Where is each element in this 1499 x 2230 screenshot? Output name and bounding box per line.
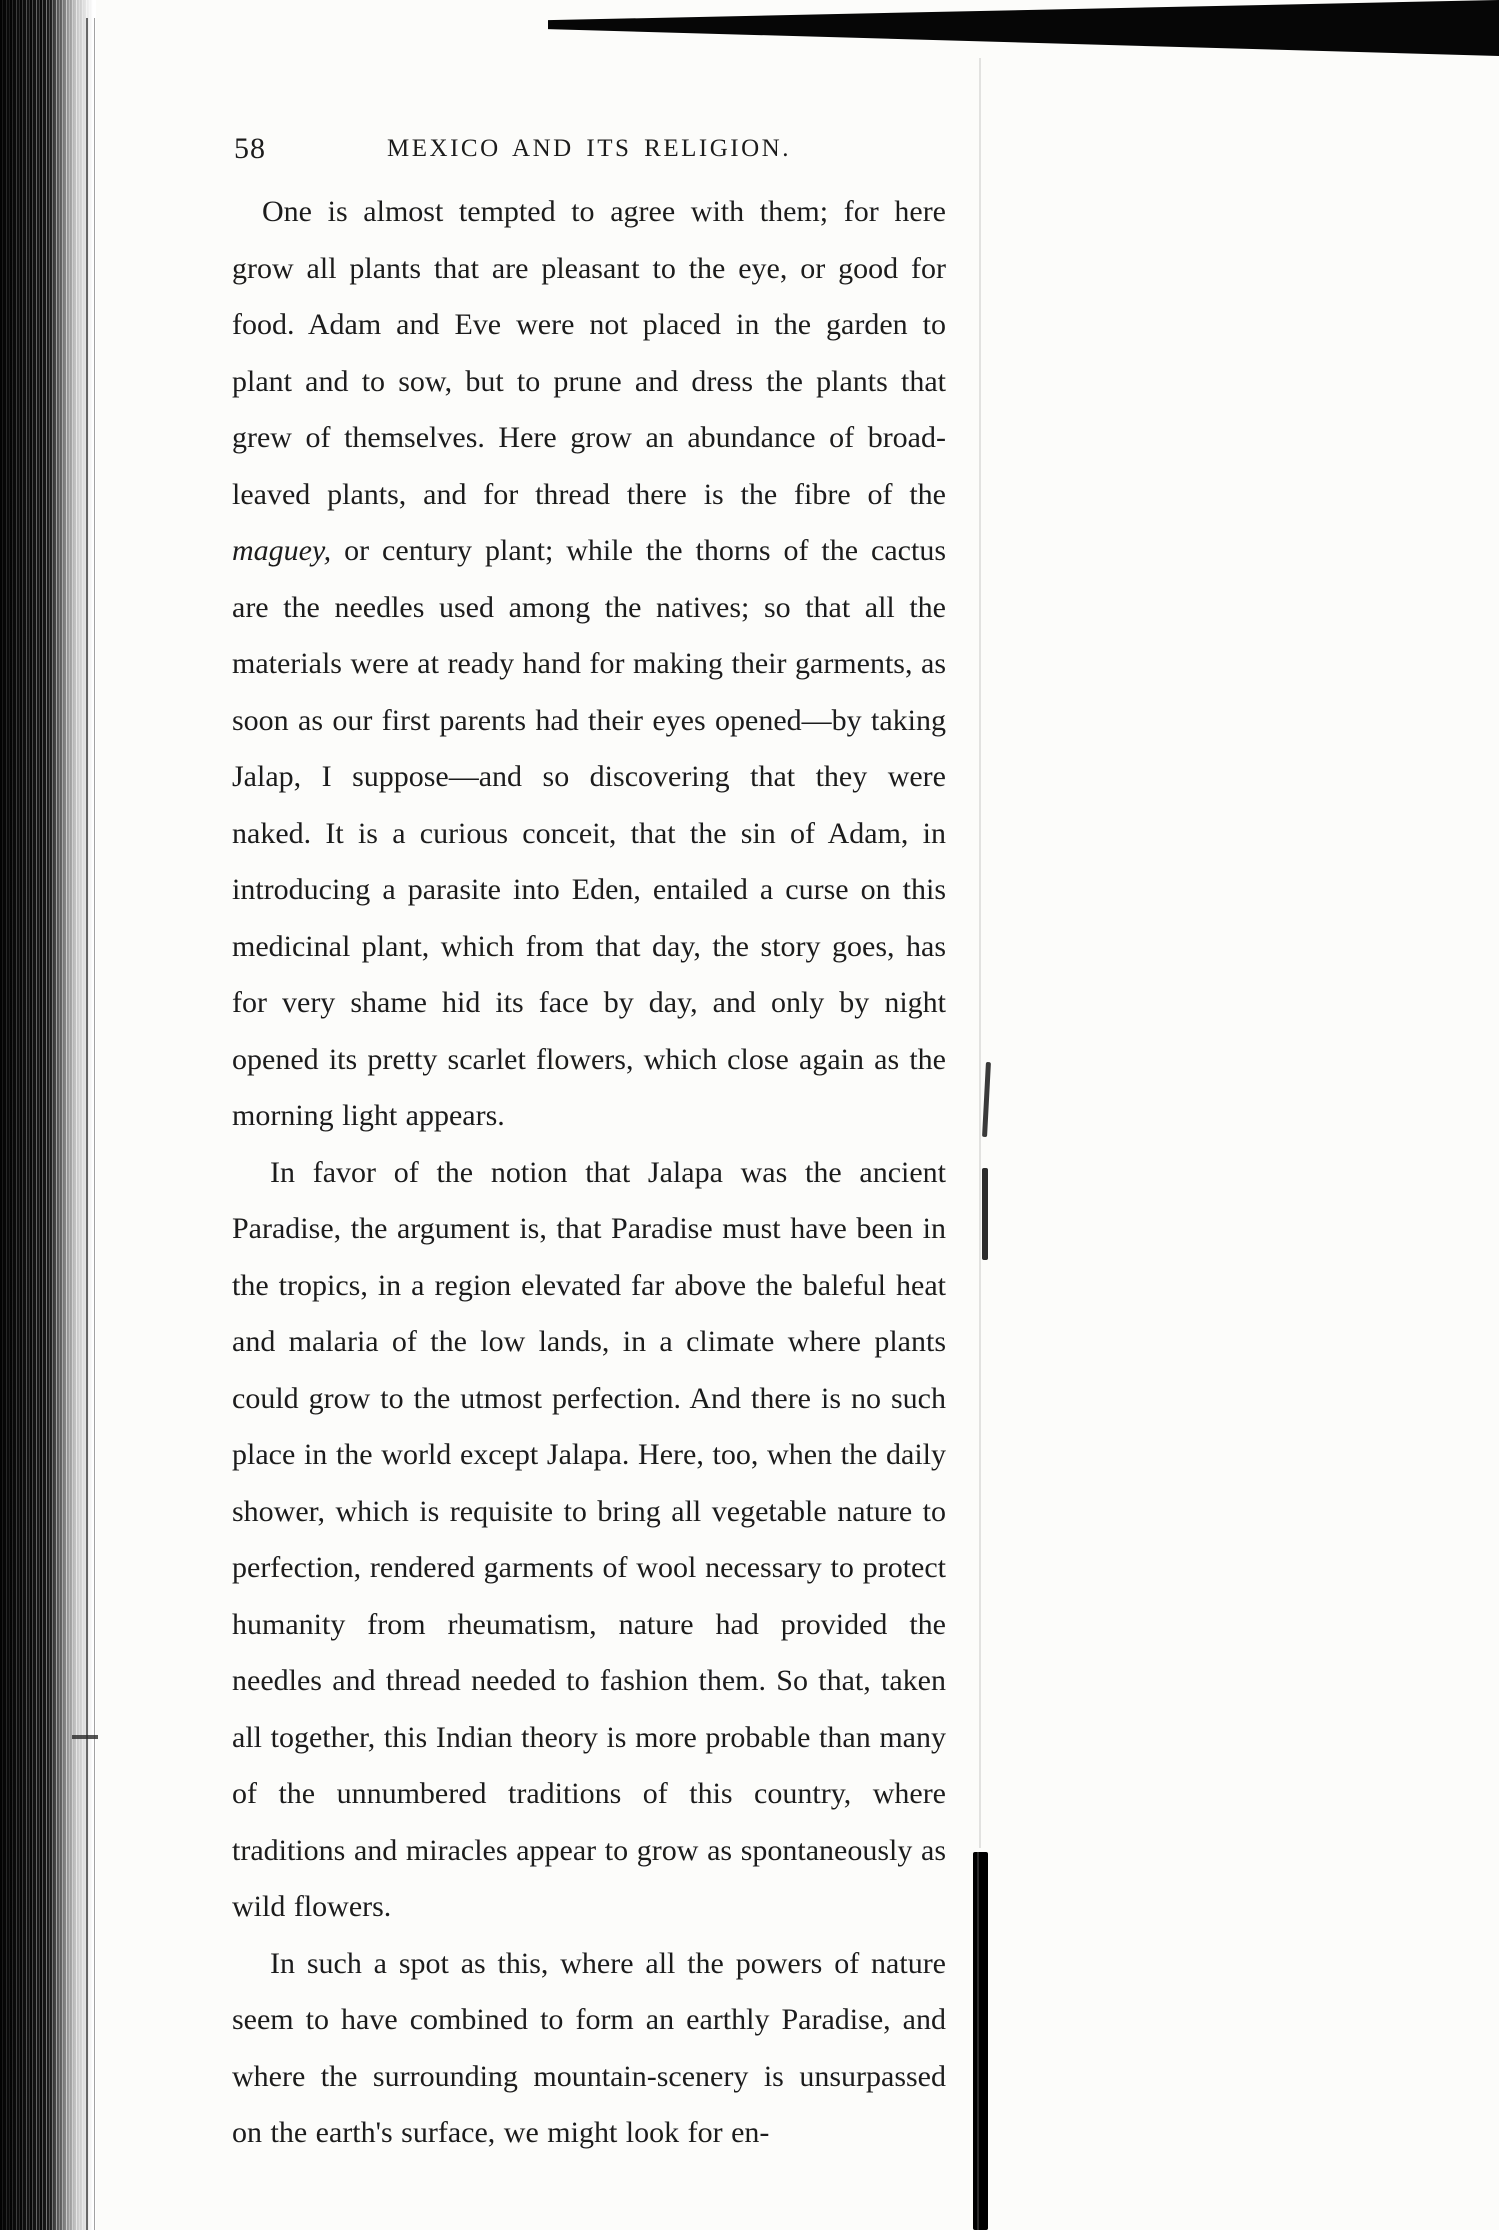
page-text [232, 130, 946, 2162]
page-edge-line [979, 58, 981, 1848]
scan-artifact-mark [982, 1168, 988, 1260]
scan-artifact-mark [982, 1062, 991, 1137]
page-header-title: MEXICO AND ITS RELIGION. [387, 135, 791, 162]
page-crease-line [94, 18, 95, 2230]
paragraph: In favor of the notion that Jalapa was the ancient Paradise, the argument is, that Paradise must have been in the tropics, in a region elevated far above the baleful heat and malaria of the low lands, in a climate where plants could grow to the utmost perfection. And there is no such place in the world except Jalapa. Here, too, when the daily shower, which is requisite to bring all vegetable nature to perfection, rendered garments of wool necessary to protect humanity from rheumatism, nature had provided the needles and thread needed to fashion them. So that, taken all together, this Indian theory is more probable than many of the unnumbered traditions of this country, where traditions and miracles appear to grow as spontaneously as wild flowers. [232, 1155, 946, 1923]
margin-mark [72, 1735, 98, 1739]
paragraph-text: or century plant; while the thorns of the cactus are the needles used among the natives; so that all the materials were at ready hand for making their garments, as soon as our first parents had their eyes opened—by taking Jalap, I suppose—and so discovering that they were naked. It is a curious conceit, that the sin of Adam, in introducing a parasite into Eden, entailed a curse on this medicinal plant, which from that day, the story goes, has for very shame hid its face by day, and only by night opened its pretty scarlet flowers, which close again as the morning light appears. [232, 534, 946, 1132]
paragraph [232, 184, 946, 1145]
book-binding-shadow [0, 0, 96, 2230]
running-header [232, 130, 946, 172]
page-number: 58 [234, 132, 266, 165]
page-curl-shadow [548, 0, 1499, 56]
page-crease-line [86, 18, 88, 2230]
paragraph: In such a spot as this, where all the powers of nature seem to have combined to form an earthly Paradise, and where the surrounding mountain-scenery is unsurpassed on the earth's surface, we might look for en- [232, 1946, 946, 2149]
paragraph-text: One is almost tempted to agree with them; for here grow all plants that are pleasant to the eye, or good for food. Adam and Eve were not placed in the garden to plant and to sow, but to prune and dress the plants that grew of themselves. Here grow an abundance of broad-leaved plants, and for thread there is the fibre of the [232, 195, 946, 511]
italic-term: maguey, [232, 534, 332, 567]
page-edge-shadow [973, 1852, 988, 2230]
